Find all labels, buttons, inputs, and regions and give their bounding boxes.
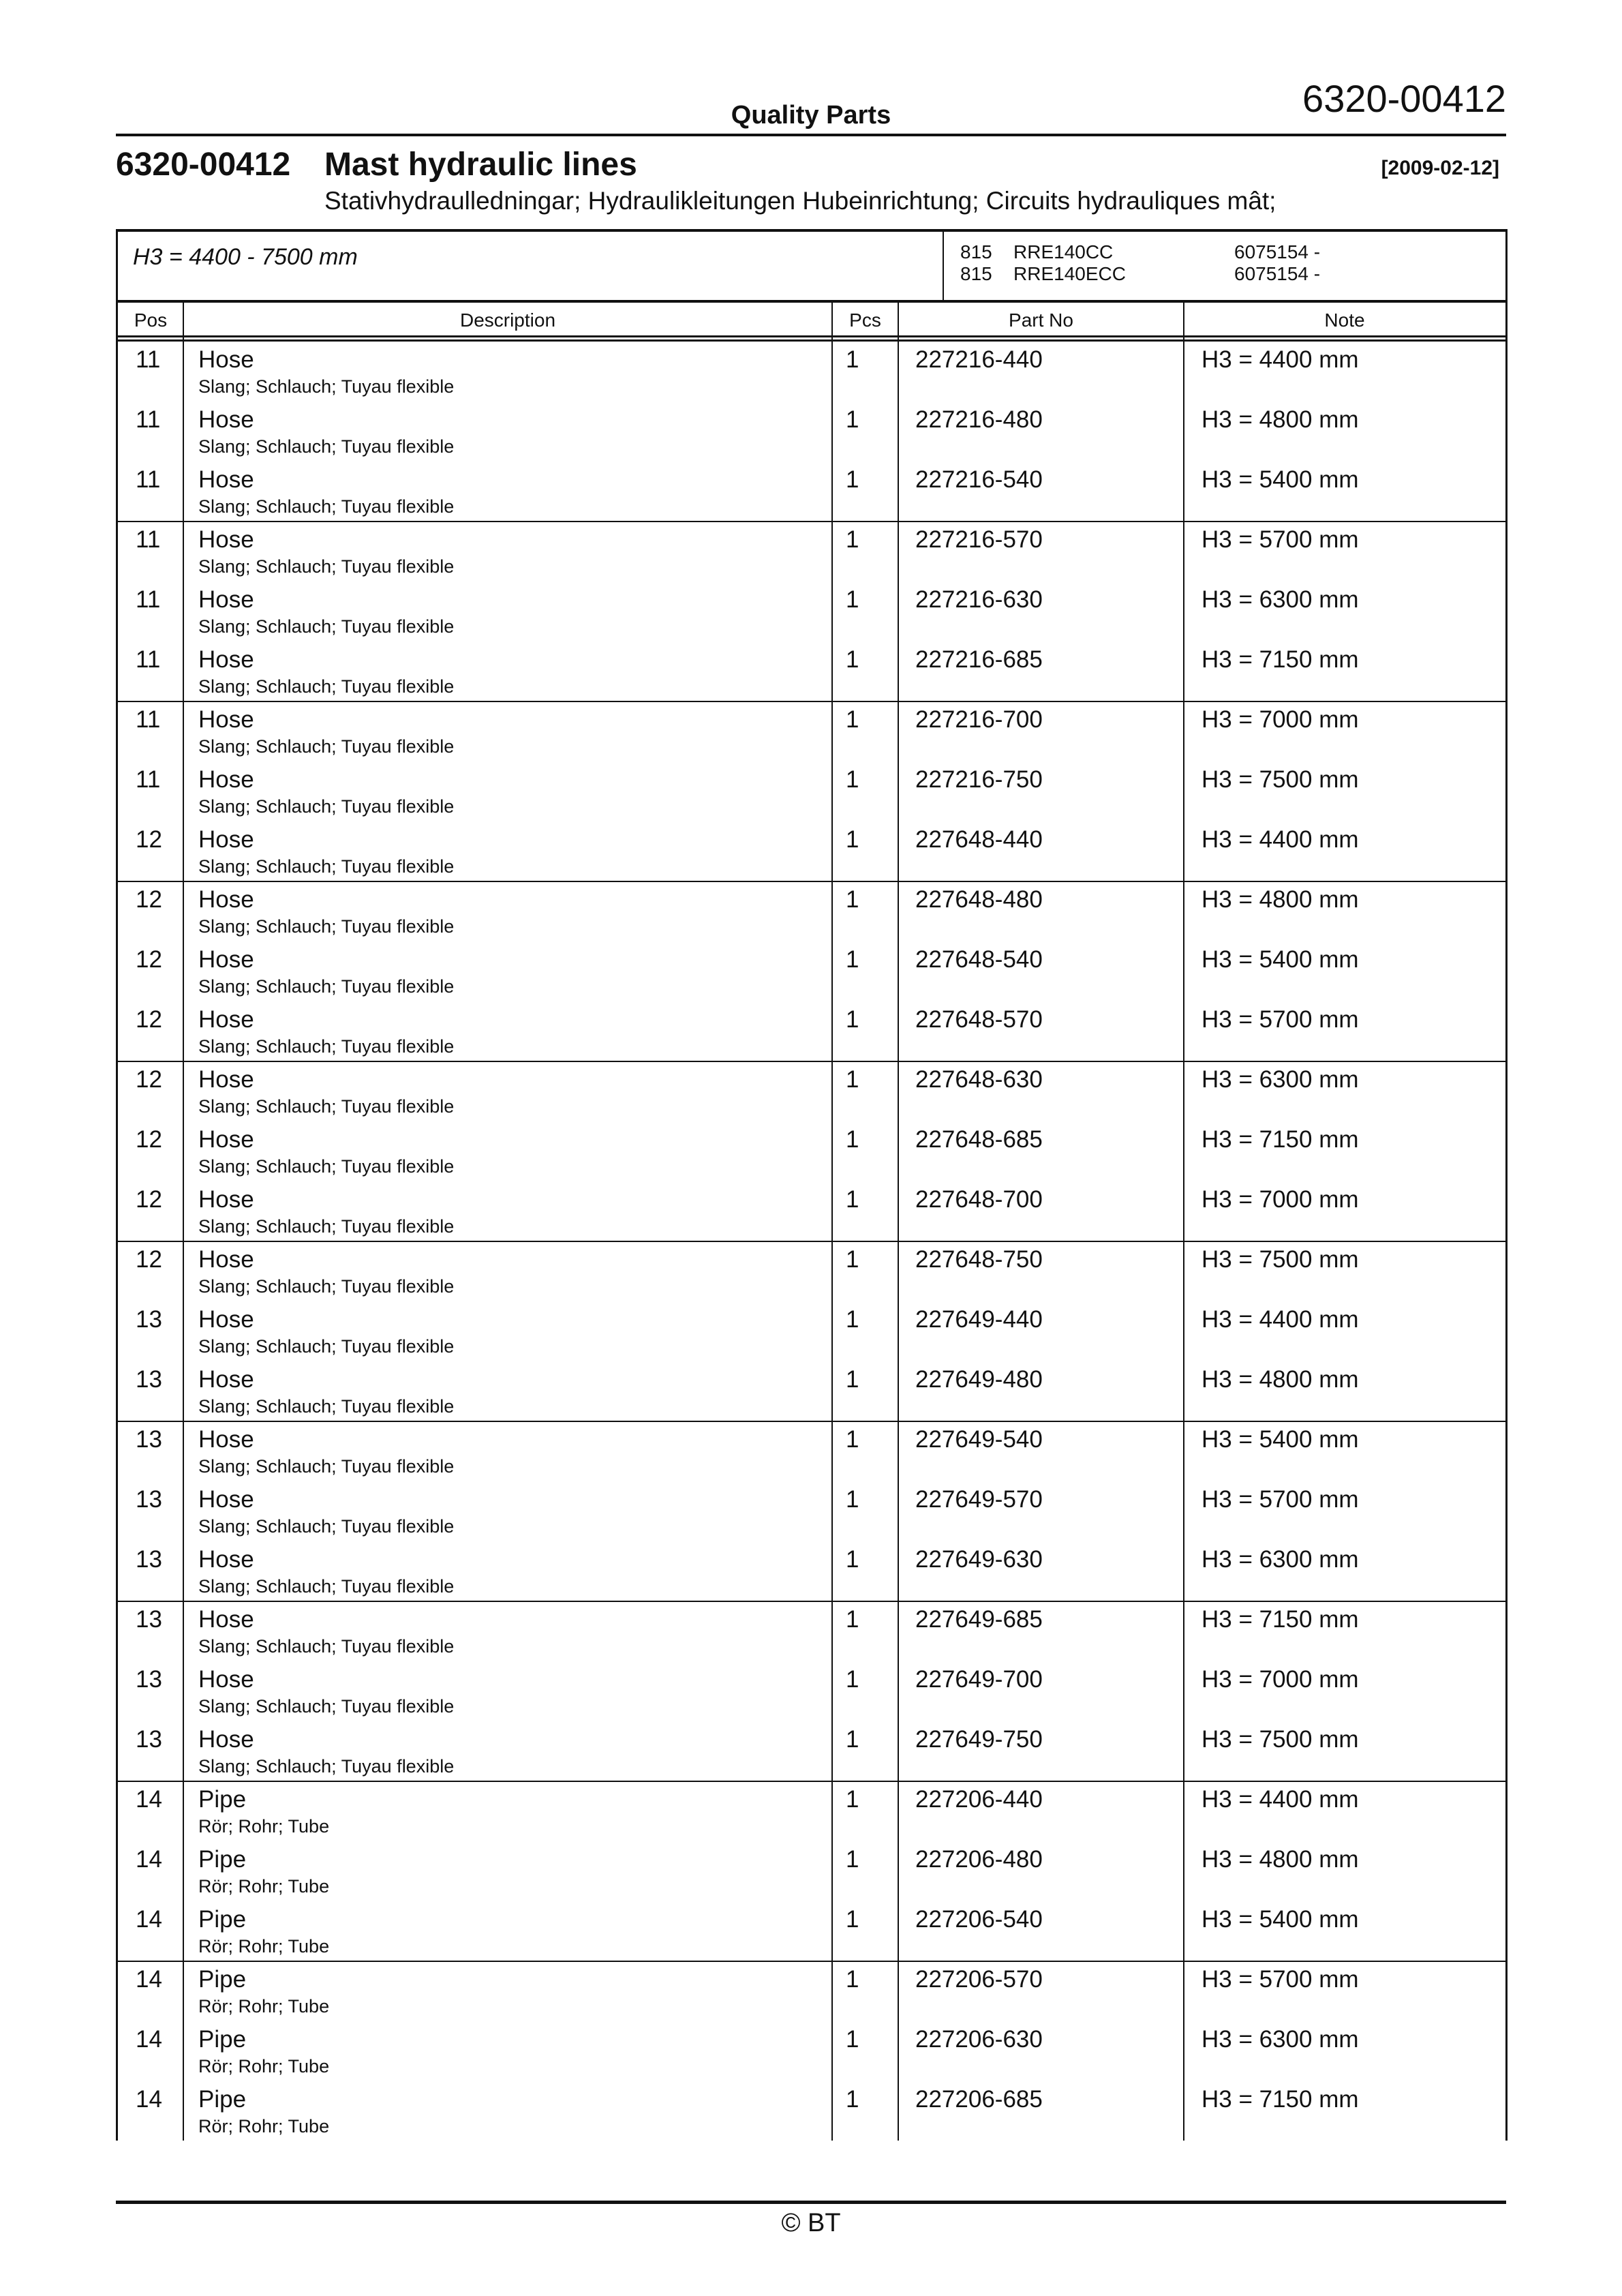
row-note: H3 = 7150 mm: [1202, 2086, 1359, 2113]
page-subtitle: Stativhydraulledningar; Hydraulikleitungen Hubeinrichtung; Circuits hydrauliques mât;: [324, 187, 1276, 215]
table-row: [118, 1602, 1505, 1662]
row-pcs: 1: [846, 346, 859, 373]
row-translation: Slang; Schlauch; Tuyau flexible: [198, 676, 455, 697]
row-pos: 11: [136, 646, 161, 673]
row-note: H3 = 4400 mm: [1202, 346, 1359, 373]
row-pcs: 1: [846, 946, 859, 973]
row-pcs: 1: [846, 1126, 859, 1153]
row-pcs: 1: [846, 1906, 859, 1933]
table-body: [118, 342, 1505, 2142]
table-row: [118, 642, 1505, 702]
row-part-no: 227216-630: [915, 586, 1043, 613]
row-pcs: 1: [846, 1786, 859, 1813]
row-pcs: 1: [846, 586, 859, 613]
row-pos: 13: [136, 1306, 162, 1333]
row-note: H3 = 5700 mm: [1202, 526, 1359, 553]
row-translation: Slang; Schlauch; Tuyau flexible: [198, 616, 455, 637]
row-part-no: 227216-440: [915, 346, 1043, 373]
row-note: H3 = 4800 mm: [1202, 1366, 1359, 1393]
table-row: [118, 462, 1505, 522]
row-part-no: 227648-630: [915, 1066, 1043, 1093]
row-part-no: 227648-440: [915, 826, 1043, 853]
row-part-no: 227648-700: [915, 1186, 1043, 1213]
row-part-no: 227206-570: [915, 1966, 1043, 1993]
row-note: H3 = 7000 mm: [1202, 1666, 1359, 1693]
table-row: [118, 522, 1505, 582]
row-note: H3 = 5400 mm: [1202, 946, 1359, 973]
row-description: Hose: [198, 946, 254, 973]
row-translation: Slang; Schlauch; Tuyau flexible: [198, 1636, 455, 1657]
model-name: RRE140CC: [1013, 241, 1114, 262]
row-pcs: 1: [846, 1426, 859, 1453]
row-description: Hose: [198, 1306, 254, 1333]
row-note: H3 = 7150 mm: [1202, 1126, 1359, 1153]
parts-table: [116, 229, 1508, 2141]
row-translation: Slang; Schlauch; Tuyau flexible: [198, 436, 455, 457]
row-note: H3 = 4800 mm: [1202, 1846, 1359, 1873]
row-translation: Slang; Schlauch; Tuyau flexible: [198, 1216, 455, 1237]
row-description: Hose: [198, 1486, 254, 1513]
table-row: [118, 2022, 1505, 2082]
row-note: H3 = 7150 mm: [1202, 646, 1359, 673]
row-description: Hose: [198, 1366, 254, 1393]
row-part-no: 227216-750: [915, 766, 1043, 793]
table-row: [118, 1302, 1505, 1362]
row-part-no: 227648-540: [915, 946, 1043, 973]
row-note: H3 = 4400 mm: [1202, 1306, 1359, 1333]
row-part-no: 227649-685: [915, 1606, 1043, 1633]
model-serial: 6075154 -: [1234, 241, 1321, 262]
row-pcs: 1: [846, 1606, 859, 1633]
row-pcs: 1: [846, 1726, 859, 1753]
row-part-no: 227216-540: [915, 466, 1043, 493]
row-pcs: 1: [846, 1066, 859, 1093]
row-pos: 12: [136, 1246, 162, 1273]
row-description: Hose: [198, 886, 254, 913]
row-pcs: 1: [846, 1846, 859, 1873]
row-description: Pipe: [198, 1906, 247, 1933]
row-pcs: 1: [846, 886, 859, 913]
row-part-no: 227649-540: [915, 1426, 1043, 1453]
row-part-no: 227216-570: [915, 526, 1043, 553]
row-pos: 12: [136, 946, 162, 973]
row-description: Pipe: [198, 1786, 247, 1813]
row-translation: Slang; Schlauch; Tuyau flexible: [198, 1156, 455, 1177]
row-description: Hose: [198, 346, 254, 373]
row-translation: Slang; Schlauch; Tuyau flexible: [198, 376, 455, 397]
document-date: [2009-02-12]: [1381, 157, 1499, 179]
row-part-no: 227648-570: [915, 1006, 1043, 1033]
row-part-no: 227649-440: [915, 1306, 1043, 1333]
table-row: [118, 2082, 1505, 2142]
table-row: [118, 1422, 1505, 1482]
row-translation: Slang; Schlauch; Tuyau flexible: [198, 796, 455, 817]
row-translation: Slang; Schlauch; Tuyau flexible: [198, 1696, 455, 1717]
table-row: [118, 342, 1505, 402]
row-description: Hose: [198, 1606, 254, 1633]
row-description: Hose: [198, 826, 254, 853]
row-translation: Slang; Schlauch; Tuyau flexible: [198, 1336, 455, 1357]
row-part-no: 227216-700: [915, 706, 1043, 733]
row-pcs: 1: [846, 1246, 859, 1273]
table-row: [118, 762, 1505, 822]
row-pcs: 1: [846, 2086, 859, 2113]
row-part-no: 227649-630: [915, 1546, 1043, 1573]
row-translation: Slang; Schlauch; Tuyau flexible: [198, 1516, 455, 1537]
row-pcs: 1: [846, 766, 859, 793]
row-description: Hose: [198, 1546, 254, 1573]
row-pcs: 1: [846, 1366, 859, 1393]
table-row: [118, 1842, 1505, 1902]
row-description: Pipe: [198, 1846, 247, 1873]
row-translation: Slang; Schlauch; Tuyau flexible: [198, 496, 455, 517]
row-pcs: 1: [846, 1486, 859, 1513]
row-note: H3 = 5700 mm: [1202, 1486, 1359, 1513]
row-translation: Slang; Schlauch; Tuyau flexible: [198, 1456, 455, 1477]
row-description: Pipe: [198, 2086, 247, 2113]
row-description: Hose: [198, 1186, 254, 1213]
row-translation: Slang; Schlauch; Tuyau flexible: [198, 1396, 455, 1417]
row-pos: 14: [136, 1846, 162, 1873]
row-description: Hose: [198, 526, 254, 553]
row-translation: Slang; Schlauch; Tuyau flexible: [198, 1036, 455, 1057]
header-title: Quality Parts: [731, 101, 891, 130]
row-description: Hose: [198, 1126, 254, 1153]
table-header: [118, 303, 1505, 337]
table-row: [118, 1182, 1505, 1242]
row-part-no: 227206-440: [915, 1786, 1043, 1813]
row-pcs: 1: [846, 1666, 859, 1693]
row-pos: 11: [136, 346, 161, 373]
table-row: [118, 1662, 1505, 1722]
row-pos: 13: [136, 1426, 162, 1453]
row-translation: Slang; Schlauch; Tuyau flexible: [198, 1276, 455, 1297]
row-translation: Rör; Rohr; Tube: [198, 2056, 330, 2076]
row-description: Hose: [198, 1006, 254, 1033]
row-note: H3 = 5400 mm: [1202, 466, 1359, 493]
row-translation: Slang; Schlauch; Tuyau flexible: [198, 856, 455, 877]
height-range: H3 = 4400 - 7500 mm: [133, 244, 358, 270]
row-description: Hose: [198, 646, 254, 673]
row-description: Hose: [198, 1666, 254, 1693]
row-pcs: 1: [846, 526, 859, 553]
row-translation: Slang; Schlauch; Tuyau flexible: [198, 976, 455, 997]
row-translation: Slang; Schlauch; Tuyau flexible: [198, 916, 455, 937]
row-note: H3 = 5700 mm: [1202, 1006, 1359, 1033]
row-pcs: 1: [846, 1546, 859, 1573]
model-serial: 6075154 -: [1234, 263, 1321, 284]
row-note: H3 = 7000 mm: [1202, 1186, 1359, 1213]
row-note: H3 = 5400 mm: [1202, 1906, 1359, 1933]
row-pos: 11: [136, 526, 161, 553]
row-note: H3 = 7500 mm: [1202, 766, 1359, 793]
row-description: Hose: [198, 406, 254, 433]
row-note: H3 = 7000 mm: [1202, 706, 1359, 733]
row-note: H3 = 7500 mm: [1202, 1246, 1359, 1273]
row-part-no: 227649-700: [915, 1666, 1043, 1693]
row-pcs: 1: [846, 406, 859, 433]
table-row: [118, 942, 1505, 1002]
row-translation: Rör; Rohr; Tube: [198, 2116, 330, 2136]
row-pos: 12: [136, 1066, 162, 1093]
table-row: [118, 402, 1505, 462]
footer-divider: [116, 2201, 1506, 2204]
row-note: H3 = 5400 mm: [1202, 1426, 1359, 1453]
row-note: H3 = 4800 mm: [1202, 406, 1359, 433]
model-code: 815: [960, 241, 992, 262]
row-pcs: 1: [846, 1006, 859, 1033]
row-translation: Rör; Rohr; Tube: [198, 1876, 330, 1897]
table-row: [118, 1122, 1505, 1182]
row-part-no: 227206-540: [915, 1906, 1043, 1933]
row-pos: 12: [136, 1186, 162, 1213]
row-description: Hose: [198, 466, 254, 493]
table-row: [118, 822, 1505, 882]
table-row: [118, 882, 1505, 942]
table-row: [118, 1002, 1505, 1062]
table-row: [118, 1722, 1505, 1782]
row-description: Hose: [198, 1246, 254, 1273]
row-pos: 12: [136, 886, 162, 913]
table-row: [118, 582, 1505, 642]
row-note: H3 = 4400 mm: [1202, 1786, 1359, 1813]
row-note: H3 = 6300 mm: [1202, 1546, 1359, 1573]
row-note: H3 = 4400 mm: [1202, 826, 1359, 853]
column-header-part-no: Part No: [1009, 309, 1073, 331]
row-pos: 12: [136, 1126, 162, 1153]
row-pos: 14: [136, 1966, 162, 1993]
row-pos: 13: [136, 1606, 162, 1633]
row-pos: 12: [136, 1006, 162, 1033]
row-part-no: 227648-685: [915, 1126, 1043, 1153]
row-pcs: 1: [846, 646, 859, 673]
row-part-no: 227216-480: [915, 406, 1043, 433]
table-row: [118, 1782, 1505, 1842]
row-part-no: 227206-480: [915, 1846, 1043, 1873]
row-part-no: 227649-570: [915, 1486, 1043, 1513]
row-description: Hose: [198, 586, 254, 613]
row-description: Hose: [198, 1726, 254, 1753]
table-row: [118, 1482, 1505, 1542]
table-row: [118, 1962, 1505, 2022]
row-pcs: 1: [846, 1186, 859, 1213]
row-pos: 13: [136, 1366, 162, 1393]
row-pcs: 1: [846, 706, 859, 733]
row-pos: 11: [136, 406, 161, 433]
row-pos: 14: [136, 1786, 162, 1813]
row-pos: 12: [136, 826, 162, 853]
row-note: H3 = 6300 mm: [1202, 2026, 1359, 2053]
row-translation: Rör; Rohr; Tube: [198, 1816, 330, 1837]
row-pcs: 1: [846, 1306, 859, 1333]
column-header-pos: Pos: [134, 309, 168, 331]
header-double-rule: [118, 339, 1505, 342]
row-pcs: 1: [846, 466, 859, 493]
row-description: Hose: [198, 1066, 254, 1093]
row-translation: Slang; Schlauch; Tuyau flexible: [198, 1576, 455, 1597]
column-header-description: Description: [459, 309, 556, 331]
row-part-no: 227648-480: [915, 886, 1043, 913]
row-pos: 13: [136, 1726, 162, 1753]
row-translation: Slang; Schlauch; Tuyau flexible: [198, 1756, 455, 1777]
table-row: [118, 702, 1505, 762]
row-pos: 14: [136, 1906, 162, 1933]
row-pos: 13: [136, 1486, 162, 1513]
row-description: Hose: [198, 1426, 254, 1453]
row-part-no: 227206-685: [915, 2086, 1043, 2113]
row-pcs: 1: [846, 2026, 859, 2053]
row-pcs: 1: [846, 1966, 859, 1993]
column-header-note: Note: [1324, 309, 1365, 331]
row-part-no: 227649-750: [915, 1726, 1043, 1753]
document-number: 6320-00412: [116, 147, 291, 183]
table-row: [118, 1242, 1505, 1302]
model-name: RRE140ECC: [1013, 263, 1126, 284]
row-note: H3 = 7500 mm: [1202, 1726, 1359, 1753]
row-pos: 11: [136, 706, 161, 733]
table-row: [118, 1362, 1505, 1422]
row-description: Hose: [198, 706, 254, 733]
footer-copyright: © BT: [781, 2209, 841, 2237]
row-translation: Slang; Schlauch; Tuyau flexible: [198, 736, 455, 757]
header-divider: [116, 134, 1506, 136]
row-translation: Slang; Schlauch; Tuyau flexible: [198, 1096, 455, 1117]
row-pos: 11: [136, 466, 161, 493]
page-title: Mast hydraulic lines: [324, 147, 637, 183]
row-description: Hose: [198, 766, 254, 793]
row-pos: 14: [136, 2026, 162, 2053]
table-row: [118, 1062, 1505, 1122]
row-note: H3 = 5700 mm: [1202, 1966, 1359, 1993]
info-divider: [943, 232, 944, 300]
row-note: H3 = 4800 mm: [1202, 886, 1359, 913]
row-pcs: 1: [846, 826, 859, 853]
model-code: 815: [960, 263, 992, 284]
row-pos: 14: [136, 2086, 162, 2113]
header-doc-number: 6320-00412: [1302, 77, 1506, 120]
row-note: H3 = 6300 mm: [1202, 586, 1359, 613]
row-translation: Slang; Schlauch; Tuyau flexible: [198, 556, 455, 577]
row-translation: Rör; Rohr; Tube: [198, 1936, 330, 1957]
row-description: Pipe: [198, 1966, 247, 1993]
row-part-no: 227206-630: [915, 2026, 1043, 2053]
row-pos: 13: [136, 1666, 162, 1693]
row-pos: 11: [136, 586, 161, 613]
row-part-no: 227648-750: [915, 1246, 1043, 1273]
row-part-no: 227649-480: [915, 1366, 1043, 1393]
row-description: Pipe: [198, 2026, 247, 2053]
row-pos: 11: [136, 766, 161, 793]
column-header-pcs: Pcs: [849, 309, 881, 331]
row-pos: 13: [136, 1546, 162, 1573]
row-part-no: 227216-685: [915, 646, 1043, 673]
row-translation: Rör; Rohr; Tube: [198, 1996, 330, 2016]
row-note: H3 = 7150 mm: [1202, 1606, 1359, 1633]
info-box: [118, 232, 1505, 303]
row-note: H3 = 6300 mm: [1202, 1066, 1359, 1093]
table-row: [118, 1902, 1505, 1962]
table-row: [118, 1542, 1505, 1602]
